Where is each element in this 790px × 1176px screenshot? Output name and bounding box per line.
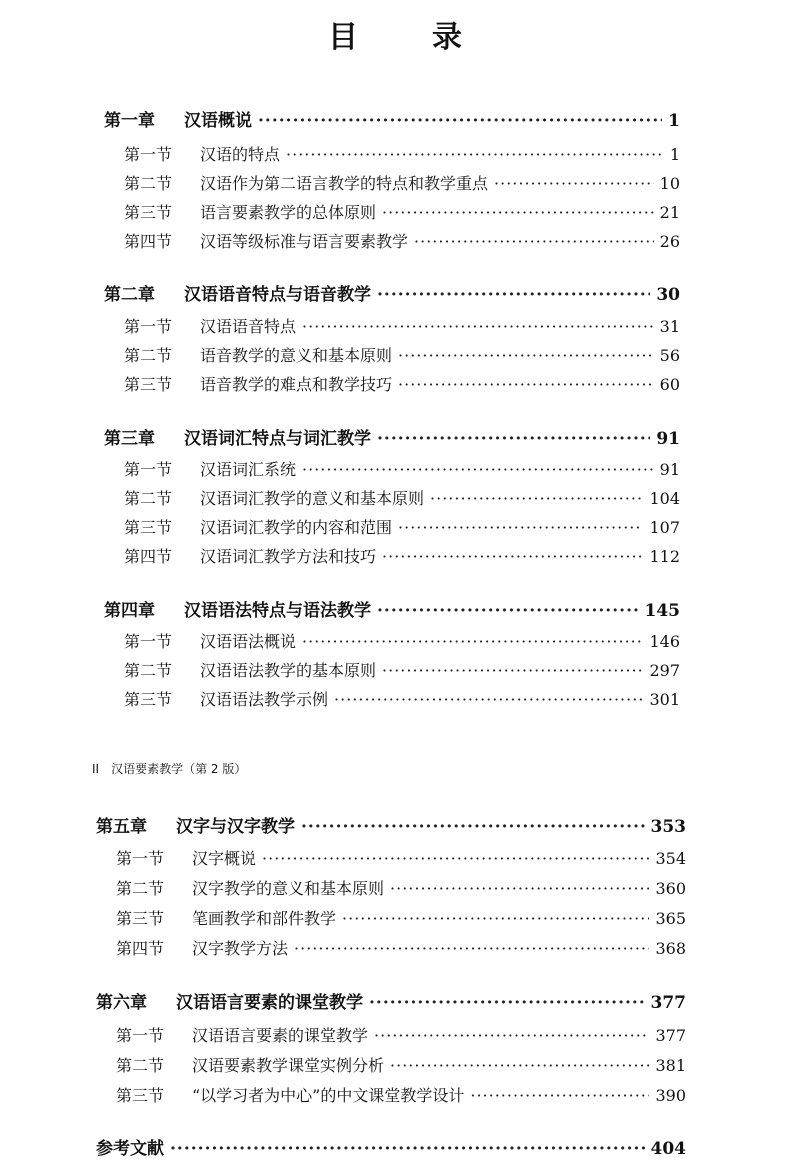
dot-leader (377, 285, 650, 305)
chapter-title: 汉语概说 (184, 111, 252, 131)
section-title: 汉语词汇教学方法和技巧 (200, 547, 377, 566)
page-number: 30 (656, 285, 680, 305)
dot-leader (390, 1056, 649, 1075)
dot-leader (334, 690, 643, 709)
toc-chapter-3[interactable] (104, 424, 680, 448)
toc-chapter-6[interactable] (96, 988, 686, 1012)
page-number: 91 (656, 429, 680, 449)
section-number: 第四节 (116, 939, 165, 958)
section-number: 第一节 (116, 849, 165, 868)
page-number: 377 (650, 993, 686, 1013)
toc-section[interactable] (124, 486, 680, 508)
section-number: 第三节 (116, 1086, 165, 1105)
section-title: 汉语词汇系统 (200, 460, 297, 479)
toc-chapter-1[interactable] (104, 106, 680, 130)
section-title: 汉语词汇教学的意义和基本原则 (200, 489, 425, 508)
dot-leader (470, 1086, 649, 1105)
dot-leader (398, 375, 654, 394)
toc-section[interactable] (124, 314, 680, 336)
page-number: 91 (659, 460, 680, 479)
section-number: 第一节 (124, 632, 173, 651)
dot-leader (414, 232, 654, 251)
page-number: 390 (655, 1086, 686, 1105)
toc-section[interactable] (124, 687, 680, 709)
chapter-title: 汉语语法特点与语法教学 (184, 601, 371, 621)
section-title: 汉字教学的意义和基本原则 (192, 879, 385, 898)
section-title: 汉语作为第二语言教学的特点和教学重点 (200, 174, 489, 193)
page-number: 301 (649, 690, 680, 709)
dot-leader (302, 460, 654, 479)
section-title: 汉语语法教学示例 (200, 690, 329, 709)
dot-leader (262, 849, 649, 868)
dot-leader (494, 174, 654, 193)
toc-section[interactable] (116, 846, 686, 868)
page-number: 1 (669, 145, 680, 164)
toc-section[interactable] (124, 658, 680, 680)
section-title: 语言要素教学的总体原则 (200, 203, 377, 222)
toc-chapter-4[interactable] (104, 596, 680, 620)
page-number: 31 (659, 317, 680, 336)
toc-section[interactable] (124, 515, 680, 537)
section-number: 第四节 (124, 547, 173, 566)
dot-leader (382, 661, 643, 680)
toc-section[interactable] (124, 171, 680, 193)
toc-chapter-2[interactable] (104, 280, 680, 304)
page-title: 目 录 (328, 20, 484, 55)
section-number: 第二节 (124, 174, 173, 193)
page-number: 145 (644, 601, 680, 621)
dot-leader (258, 111, 662, 131)
toc-references[interactable] (96, 1134, 686, 1158)
section-title: 汉语语言要素的课堂教学 (192, 1026, 369, 1045)
section-number: 第四节 (124, 232, 173, 251)
section-title: 汉语语音特点 (200, 317, 297, 336)
section-number: 第三节 (116, 909, 165, 928)
page-number: 26 (659, 232, 680, 251)
section-number: 第一节 (116, 1026, 165, 1045)
dot-leader (382, 203, 654, 222)
chapter-number: 第四章 (104, 601, 155, 621)
section-title: 汉字教学方法 (192, 939, 289, 958)
section-number: 第二节 (124, 661, 173, 680)
dot-leader (398, 518, 643, 537)
section-title: 汉语词汇教学的内容和范围 (200, 518, 393, 537)
dot-leader (342, 909, 649, 928)
section-title: 汉字概说 (192, 849, 257, 868)
section-title: 笔画教学和部件教学 (192, 909, 337, 928)
page-number: 10 (659, 174, 680, 193)
dot-leader (294, 939, 649, 958)
page-number: 60 (659, 375, 680, 394)
dot-leader (374, 1026, 649, 1045)
dot-leader (377, 601, 639, 621)
toc-section[interactable] (116, 1023, 686, 1045)
section-title: 汉语语法教学的基本原则 (200, 661, 377, 680)
chapter-number: 第五章 (96, 817, 147, 837)
toc-chapter-5[interactable] (96, 812, 686, 836)
page-number: 297 (649, 661, 680, 680)
dot-leader (301, 817, 645, 837)
toc-section[interactable] (124, 142, 680, 164)
section-title: 汉语语法概说 (200, 632, 297, 651)
page-number: 21 (659, 203, 680, 222)
toc-section[interactable] (124, 229, 680, 251)
toc-section[interactable] (116, 1053, 686, 1075)
page-number: 368 (655, 939, 686, 958)
toc-section[interactable] (124, 200, 680, 222)
toc-section[interactable] (116, 936, 686, 958)
toc-section[interactable] (124, 372, 680, 394)
page-number: 104 (649, 489, 680, 508)
chapter-number: 第一章 (104, 111, 155, 131)
section-title: “以学习者为中心”的中文课堂教学设计 (192, 1086, 465, 1105)
page-number: 353 (650, 817, 686, 837)
chapter-title: 汉语语音特点与语音教学 (184, 285, 371, 305)
section-number: 第三节 (124, 518, 173, 537)
running-header: II 汉语要素教学（第 2 版） (92, 762, 247, 776)
chapter-number: 第二章 (104, 285, 155, 305)
dot-leader (302, 632, 643, 651)
dot-leader (302, 317, 654, 336)
page-number: 1 (668, 111, 680, 131)
dot-leader (369, 993, 645, 1013)
toc-section[interactable] (116, 1083, 686, 1105)
page-number: 107 (649, 518, 680, 537)
page-number: 146 (649, 632, 680, 651)
dot-leader (398, 346, 654, 365)
toc-section[interactable] (116, 906, 686, 928)
section-number: 第三节 (124, 203, 173, 222)
section-number: 第二节 (116, 1056, 165, 1075)
page-number: 354 (655, 849, 686, 868)
chapter-title: 汉语词汇特点与词汇教学 (184, 429, 371, 449)
page-number: 404 (650, 1139, 686, 1159)
section-title: 汉语要素教学课堂实例分析 (192, 1056, 385, 1075)
dot-leader (382, 547, 643, 566)
toc-section[interactable] (124, 629, 680, 651)
toc-section[interactable] (124, 343, 680, 365)
section-number: 第三节 (124, 690, 173, 709)
page-number: 381 (655, 1056, 686, 1075)
section-number: 第二节 (124, 489, 173, 508)
dot-leader (430, 489, 643, 508)
section-title: 汉语等级标准与语言要素教学 (200, 232, 409, 251)
chapter-number: 第六章 (96, 993, 147, 1013)
chapter-number: 第三章 (104, 429, 155, 449)
section-number: 第一节 (124, 317, 173, 336)
section-number: 第一节 (124, 145, 173, 164)
section-number: 第二节 (116, 879, 165, 898)
dot-leader (390, 879, 649, 898)
section-number: 第三节 (124, 375, 173, 394)
toc-section[interactable] (124, 457, 680, 479)
references-title: 参考文献 (96, 1139, 164, 1159)
chapter-title: 汉语语言要素的课堂教学 (176, 993, 363, 1013)
section-title: 语音教学的意义和基本原则 (200, 346, 393, 365)
toc-section[interactable] (116, 876, 686, 898)
dot-leader (377, 429, 650, 449)
dot-leader (170, 1139, 645, 1159)
toc-section[interactable] (124, 544, 680, 566)
section-title: 汉语的特点 (200, 145, 281, 164)
page-number: 360 (655, 879, 686, 898)
dot-leader (286, 145, 664, 164)
page-number: 112 (649, 547, 680, 566)
section-number: 第一节 (124, 460, 173, 479)
page-number: 56 (659, 346, 680, 365)
page-number: 365 (655, 909, 686, 928)
chapter-title: 汉字与汉字教学 (176, 817, 295, 837)
section-title: 语音教学的难点和教学技巧 (200, 375, 393, 394)
section-number: 第二节 (124, 346, 173, 365)
page-number: 377 (655, 1026, 686, 1045)
